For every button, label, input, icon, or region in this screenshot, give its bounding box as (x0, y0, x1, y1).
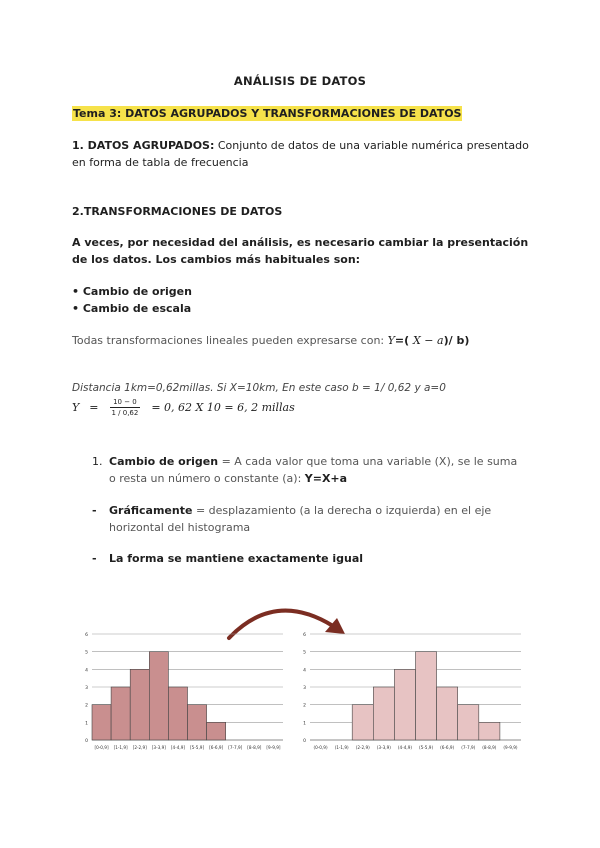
x-tick-label: (2-2,9) (355, 745, 370, 750)
list-marker: - (92, 552, 97, 565)
y-tick-label: 5 (85, 650, 88, 656)
y-tick-label: 1 (85, 721, 88, 727)
histogram-bar (149, 652, 168, 740)
tema-heading: Tema 3: DATOS AGRUPADOS Y TRANSFORMACIONES DE DATOS (73, 107, 462, 120)
linear-prefix: Todas transformaciones lineales pueden expresarse con: (72, 334, 388, 347)
x-tick-label: [8-8,9] (247, 745, 262, 750)
y-tick-label: 0 (85, 739, 88, 744)
section1-heading: 1. DATOS AGRUPADOS: (72, 139, 215, 152)
y-tick-label: 0 (303, 739, 306, 744)
example-formula (72, 398, 295, 417)
formula-fraction (108, 398, 141, 417)
y-tick-label: 5 (303, 650, 306, 656)
histogram-bar (130, 669, 149, 740)
histogram-bar (111, 687, 130, 740)
formula-eq: =( (394, 334, 413, 347)
y-tick-label: 3 (85, 686, 88, 691)
formula-div-b: )/ b) (443, 334, 470, 347)
formula-x-minus-a: X − a (412, 334, 444, 347)
x-tick-label: [3-3,9] (151, 745, 166, 750)
section1-text: Conjunto de datos de una variable numérica presentado en forma de tabla de frecuencia (72, 139, 529, 169)
x-tick-label: [9-9,9] (266, 745, 281, 750)
page-title: ANÁLISIS DE DATOS (233, 74, 367, 88)
example-note: Distancia 1km=0,62millas. Si X=10km, En este caso b = 1/ 0,62 y a=0 (72, 382, 446, 394)
list-item-cambio-origen (92, 453, 522, 487)
x-tick-label: (4-4,9) (397, 745, 413, 750)
list-item-bold: Gráficamente (109, 504, 193, 517)
x-tick-label: [7-7,9] (228, 745, 243, 750)
x-tick-label: [5-5,9] (189, 745, 205, 750)
x-tick-label: [1-1,9] (113, 745, 128, 750)
x-tick-label: (0-0,9) (313, 745, 328, 750)
list-item-formula: Y=X+a (304, 472, 348, 485)
histogram-bar (479, 722, 500, 740)
list-item-forma (92, 550, 522, 567)
y-tick-label: 1 (303, 721, 306, 727)
y-tick-label: 4 (303, 668, 306, 674)
list-item-bold: Cambio de origen (109, 455, 219, 468)
linear-transform-line (72, 332, 552, 349)
histogram-shifted (298, 628, 523, 756)
x-tick-label: (8-8,9) (482, 745, 497, 750)
section2-heading: 2.TRANSFORMACIONES DE DATOS (72, 205, 283, 218)
y-tick-label: 3 (303, 686, 306, 691)
histogram-bar (92, 705, 111, 740)
x-tick-label: [6-6,9] (209, 745, 224, 750)
histogram-bar (394, 669, 415, 740)
x-tick-label: [0-0,9] (94, 745, 109, 750)
list-item-text (109, 453, 522, 487)
y-tick-label: 2 (85, 703, 88, 709)
histogram-bar (416, 652, 437, 740)
histogram-bar (168, 687, 187, 740)
histogram-bar (373, 687, 394, 740)
histogram-bar (352, 705, 373, 740)
section2-intro: A veces, por necesidad del análisis, es necesario cambiar la presentación de los datos. Los cambios más habituales son: (72, 236, 529, 266)
formula-result: = 0, 62 X 10 = 6, 2 millas (151, 401, 295, 414)
list-marker: - (92, 504, 97, 517)
x-tick-label: (7-7,9) (461, 745, 476, 750)
histogram-bar (437, 687, 458, 740)
x-tick-label: [4-4,9] (170, 745, 186, 750)
y-tick-label: 6 (85, 633, 88, 638)
histogram-bar (207, 722, 226, 740)
histogram-bar (188, 705, 207, 740)
formula-y-var: Y (72, 401, 80, 414)
list-item-desc: = desplazamiento (a la derecha o izquierda) en el eje horizontal del histograma (109, 504, 492, 534)
fraction-denominator: 1 / 0,62 (111, 409, 139, 417)
list-item-bold: La forma se mantiene exactamente igual (109, 552, 364, 565)
x-tick-label: (6-6,9) (440, 745, 455, 750)
fraction-numerator: 10 − 0 (110, 398, 140, 408)
y-tick-label: 4 (85, 668, 88, 674)
y-tick-label: 6 (303, 633, 306, 638)
list-item-desc: = A cada valor que toma una variable (X), se le suma o resta un número o constante (a): (109, 455, 518, 485)
formula-equals: = (89, 401, 99, 414)
formula-y: Y (387, 334, 395, 347)
list-item-graficamente (92, 502, 522, 536)
y-tick-label: 2 (303, 703, 306, 709)
x-tick-label: [2-2,9] (132, 745, 147, 750)
bullet-cambio-escala: • Cambio de escala (72, 302, 192, 315)
section1-paragraph (72, 137, 532, 171)
list-item-text (109, 502, 522, 536)
x-tick-label: (5-5,9) (418, 745, 434, 750)
histogram-original (80, 628, 285, 756)
list-marker: 1. (92, 455, 103, 468)
x-tick-label: (1-1,9) (334, 745, 349, 750)
histogram-bar (458, 705, 479, 740)
x-tick-label: (3-3,9) (376, 745, 391, 750)
bullet-cambio-origen: • Cambio de origen (72, 285, 192, 298)
x-tick-label: (9-9,9) (503, 745, 518, 750)
